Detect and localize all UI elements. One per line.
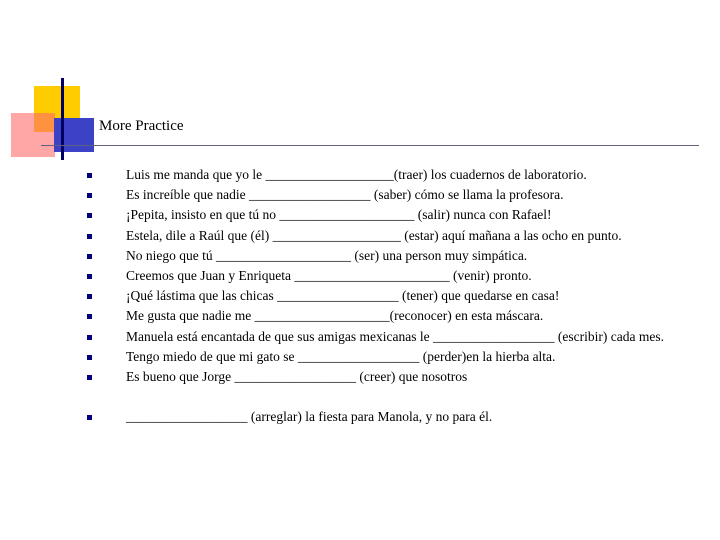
bullet-icon [87,314,92,319]
bullet-icon [87,173,92,178]
list-item [86,226,664,246]
list-item [86,266,664,286]
bullet-icon [87,234,92,239]
bullet-icon [87,415,92,420]
item-text: No niego que tú ____________________ (ser) una person muy simpática. [126,247,528,263]
item-text: Es bueno que Jorge __________________ (creer) que nosotros [126,368,468,384]
bullet-icon [87,335,92,340]
bullet-icon [87,294,92,299]
decor-blue-square [54,118,94,152]
item-text: Estela, dile a Raúl que (él) ___________________ (estar) aquí mañana a las ocho en punto. [126,227,622,243]
item-text: Creemos que Juan y Enriqueta _______________________ (venir) pronto. [126,267,532,283]
exercise-list [86,165,664,427]
list-item [86,165,664,185]
bullet-icon [87,355,92,360]
list-item [86,367,664,387]
decor-vertical-line [61,78,64,160]
item-text: Es increíble que nadie __________________ (saber) cómo se llama la profesora. [126,187,564,203]
bullet-icon [87,213,92,218]
item-text: Tengo miedo de que mi gato se __________________ (perder)en la hierba alta. [126,348,556,364]
bullet-icon [87,193,92,198]
bullet-icon [87,375,92,380]
list-item [86,286,664,306]
list-item [86,306,664,326]
decor-red-square [11,113,55,157]
bullet-icon [87,274,92,279]
list-item [86,246,664,266]
item-text: Me gusta que nadie me ____________________(reconocer) en esta máscara. [126,308,544,324]
slide-title: More Practice [99,118,184,134]
item-text: ¡Pepita, insisto en que tú no ____________________ (salir) nunca con Rafael! [126,207,552,223]
list-item [86,327,664,347]
list-item [86,185,664,205]
item-text: __________________ (arreglar) la fiesta para Manola, y no para él. [126,409,493,425]
list-item [86,205,664,225]
list-item [86,407,664,427]
item-text: Manuela está encantada de que sus amigas mexicanas le __________________ (escribir) cada mes. [126,328,664,344]
item-text: ¡Qué lástima que las chicas __________________ (tener) que quedarse en casa! [126,288,560,304]
bullet-icon [87,254,92,259]
item-text: Luis me manda que yo le ___________________(traer) los cuadernos de laboratorio. [126,167,587,182]
title-underline [41,145,699,146]
list-item [86,347,664,367]
